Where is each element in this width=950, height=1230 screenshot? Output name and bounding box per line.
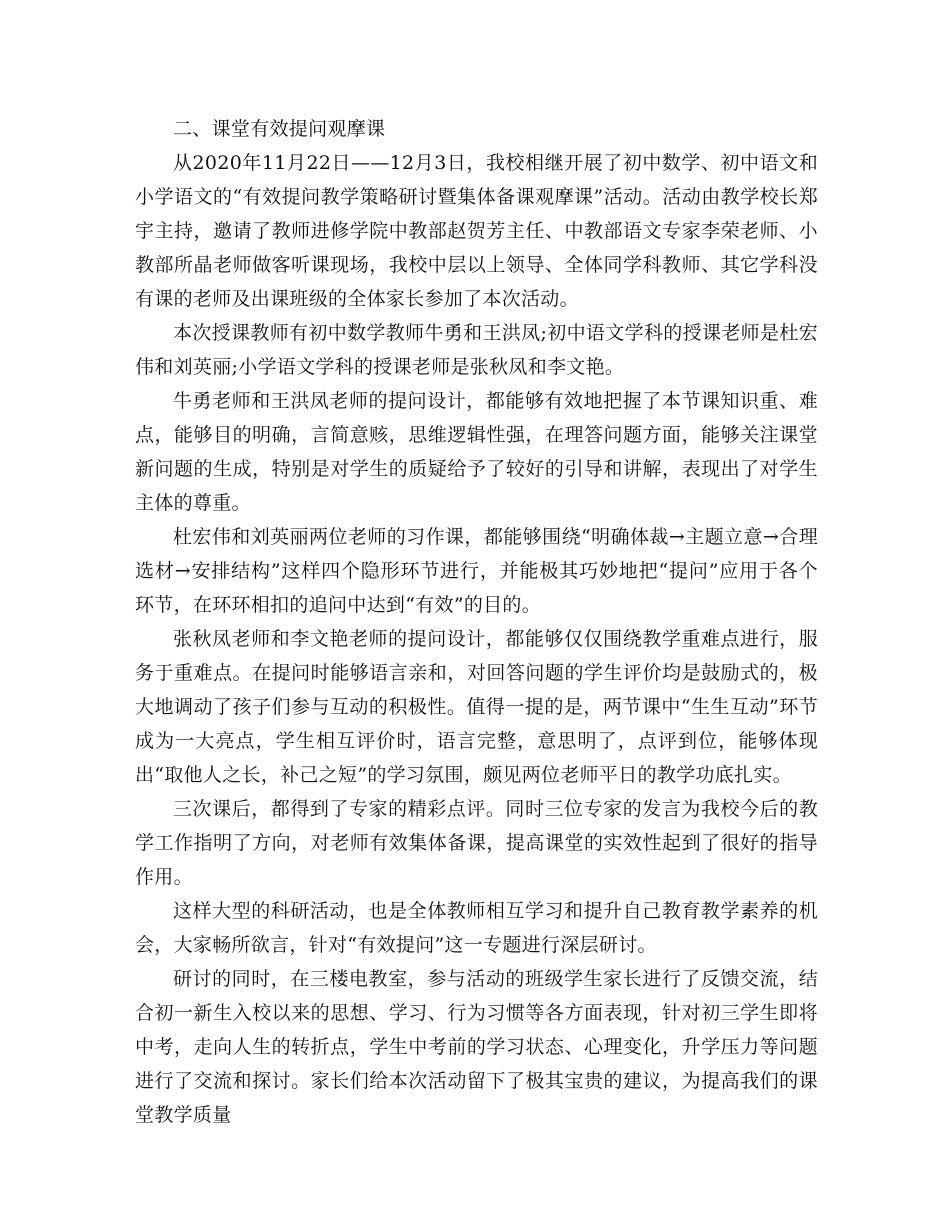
paragraph-primary-review: 张秋凤老师和李文艳老师的提问设计，都能够仅仅围绕教学重难点进行，服务于重难点。在提问时能够语言亲和，对回答问题的学生评价均是鼓励式的，极大地调动了孩子们参与互动的积极性。值得一提的是，两节课中“生生互动”环节成为一大亮点，学生相互评价时，语言完整，意思明了，点评到位，能够体现出“取他人之长，补己之短”的学习氛围，颇见两位老师平日的教学功底扎实。 (135, 628, 818, 786)
paragraph-chinese-review: 杜宏伟和刘英丽两位老师的习作课，都能够围绕“明确体裁→主题立意→合理选材→安排结构”这样四个隐形环节进行，并能极其巧妙地把“提问”应用于各个环节，在环环相扣的追问中达到“有效”的目的。 (135, 526, 818, 616)
paragraph-research: 这样大型的科研活动，也是全体教师相互学习和提升自己教育教学素养的机会，大家畅所欲言，针对“有效提问”这一专题进行深层研讨。 (135, 900, 818, 956)
section-heading: 二、课堂有效提问观摩课 (173, 118, 386, 140)
paragraph-math-review: 牛勇老师和王洪凤老师的提问设计，都能够有效地把握了本节课知识重、难点，能够目的明确，言简意赅，思维逻辑性强，在理答问题方面，能够关注课堂新问题的生成，特别是对学生的质疑给予了较好的引导和讲解，表现出了对学生主体的尊重。 (135, 390, 818, 514)
paragraph-expert-comments: 三次课后，都得到了专家的精彩点评。同时三位专家的发言为我校今后的教学工作指明了方向，对老师有效集体备课，提高课堂的实效性起到了很好的指导作用。 (135, 798, 818, 888)
paragraph-parents: 研讨的同时，在三楼电教室，参与活动的班级学生家长进行了反馈交流，结合初一新生入校以来的思想、学习、行为习惯等各方面表现，针对初三学生即将中考，走向人生的转折点，学生中考前的学习状态、心理变化，升学压力等问题进行了交流和探讨。家长们给本次活动留下了极其宝贵的建议，为提高我们的课堂教学质量 (135, 968, 818, 1126)
paragraph-schedule: 从2020年11月22日——12月3日，我校相继开展了初中数学、初中语文和小学语文的“有效提问教学策略研讨暨集体备课观摩课”活动。活动由教学校长郑宇主持，邀请了教师进修学院中教部赵贺芳主任、中教部语文专家李荣老师、小教部所晶老师做客听课现场，我校中层以上领导、全体同学科教师、其它学科没有课的老师及出课班级的全体家长参加了本次活动。 (135, 152, 818, 310)
paragraph-teachers: 本次授课教师有初中数学教师牛勇和王洪凤;初中语文学科的授课老师是杜宏伟和刘英丽;小学语文学科的授课老师是张秋凤和李文艳。 (135, 322, 818, 378)
document-body (135, 112, 818, 1132)
